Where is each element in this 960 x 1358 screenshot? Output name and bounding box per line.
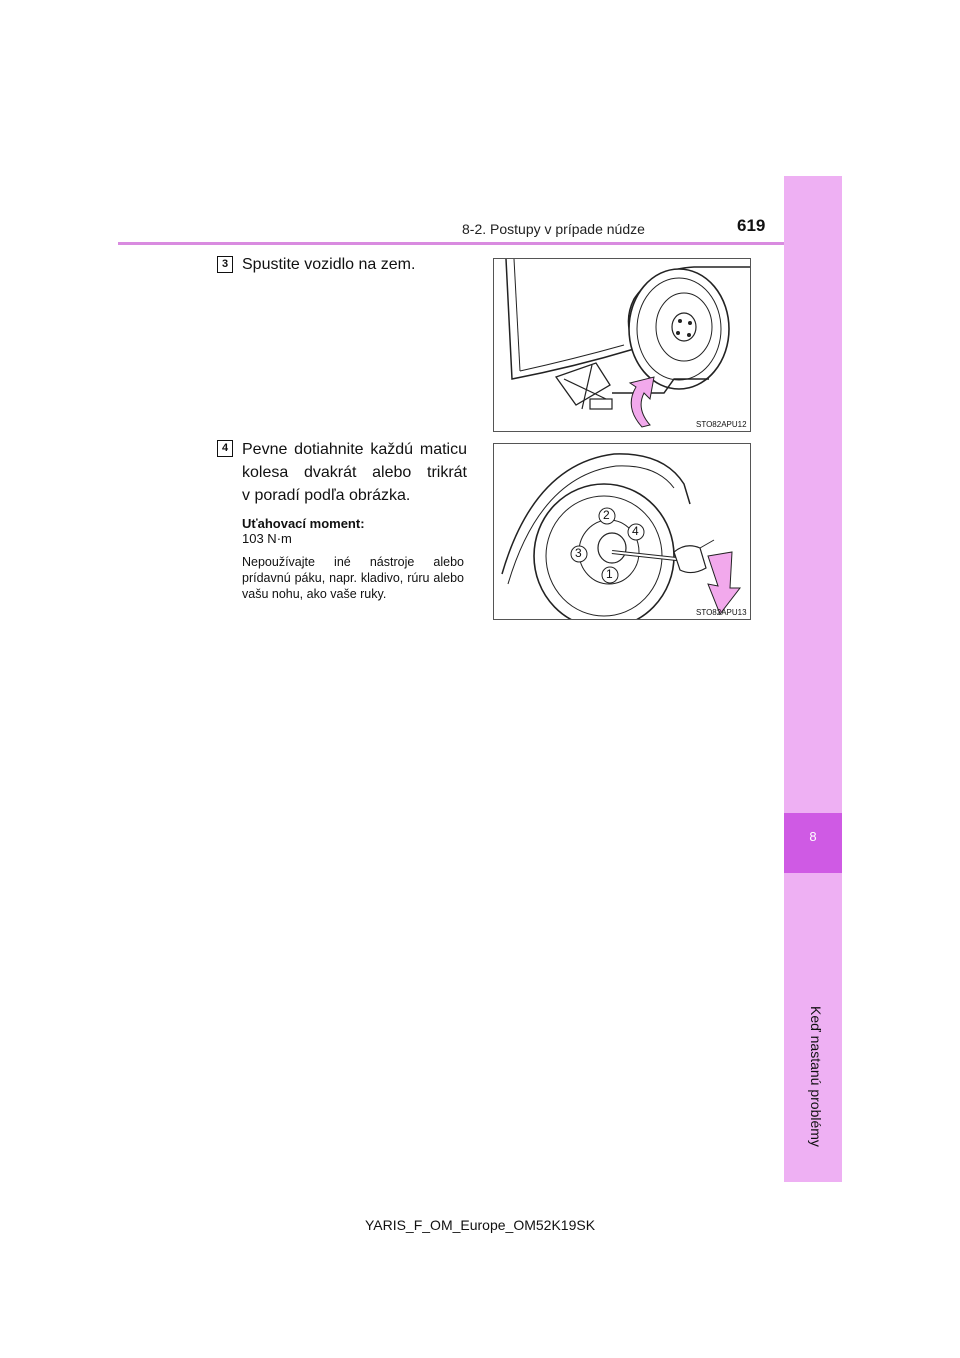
step-4-text-line-3: v poradí podľa obrázka. <box>242 487 411 504</box>
figure-code: STO82APU13 <box>696 608 747 617</box>
lug-label-2: 2 <box>603 508 610 522</box>
section-title: 8-2. Postupy v prípade núdze <box>462 221 645 237</box>
torque-note: Nepoužívajte iné nástroje alebo prídavnú páku, napr. kladivo, rúru alebo vašu nohu, ako vaše ruky. <box>242 555 464 601</box>
header-rule <box>118 242 785 245</box>
step-4-text-line-2: kolesa dvakrát alebo trikrát <box>242 464 467 481</box>
lug-label-3: 3 <box>575 546 582 560</box>
step-4-number: 4 <box>217 440 233 457</box>
step-3-number: 3 <box>217 256 233 273</box>
page-number: 619 <box>737 216 766 235</box>
chapter-title <box>808 1006 824 1066</box>
torque-label: Uťahovací moment: <box>242 516 365 531</box>
step-4-text-line-1: Pevne dotiahnite každú maticu <box>242 441 467 458</box>
footer-doc-id: YARIS_F_OM_Europe_OM52K19SK <box>364 1217 596 1233</box>
torque-value: 103 N·m <box>242 531 292 546</box>
step-3-text: Spustite vozidlo na zem. <box>242 256 416 273</box>
chapter-number: 8 <box>809 829 817 844</box>
figure-lug-nut-order <box>493 443 751 620</box>
figure-jack-lowering <box>493 258 751 432</box>
lug-label-4: 4 <box>632 524 639 538</box>
lug-label-1: 1 <box>606 567 613 581</box>
figure-code: STO82APU12 <box>696 420 747 429</box>
